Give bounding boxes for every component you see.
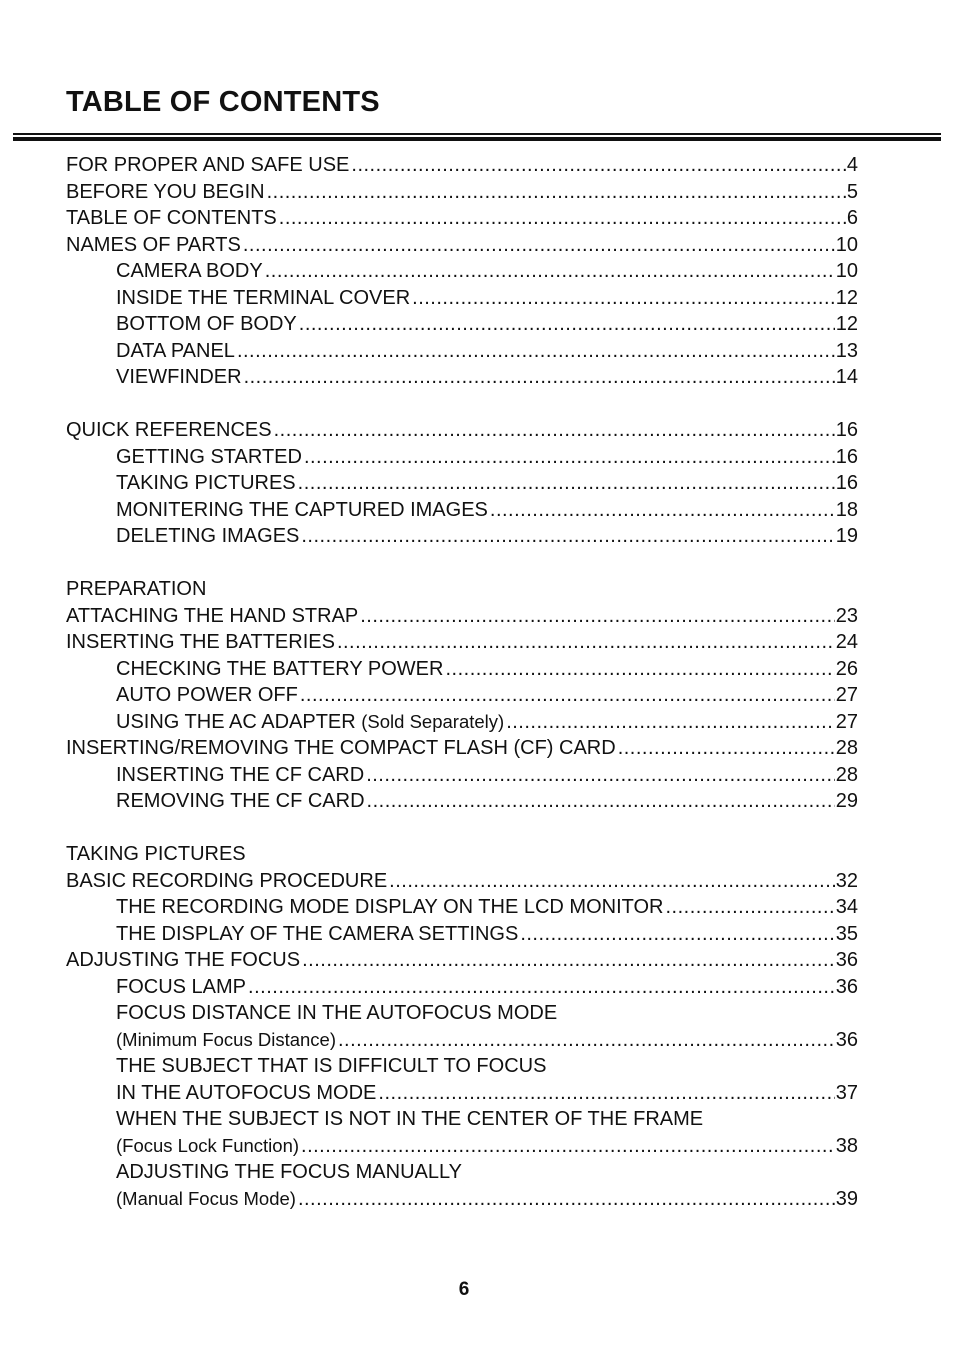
toc-dot-leader — [279, 205, 846, 232]
toc-dot-leader — [351, 152, 845, 179]
toc-entry-page: 28 — [835, 763, 858, 786]
toc-section-heading — [66, 1159, 858, 1186]
toc-dot-leader — [302, 947, 835, 974]
toc-entry-label: IN THE AUTOFOCUS MODE — [116, 1081, 377, 1104]
toc-entry-page: 29 — [835, 790, 858, 812]
toc-entry — [66, 921, 858, 948]
toc-entry-page: 27 — [835, 710, 858, 733]
toc-entry-page: 10 — [835, 260, 858, 282]
toc-entry-label: THE RECORDING MODE DISPLAY ON THE LCD MONITOR — [116, 896, 664, 918]
toc-entry-page: 4 — [846, 154, 858, 176]
toc-entry-page: 39 — [835, 1187, 858, 1210]
toc-entry — [66, 470, 858, 497]
toc-entry-label: WHEN THE SUBJECT IS NOT IN THE CENTER OF THE FRAME — [116, 1108, 704, 1130]
toc-entry-page: 27 — [835, 684, 858, 706]
toc-dot-leader — [248, 974, 835, 1001]
toc-section-heading — [66, 841, 858, 868]
toc-entry-label: INSERTING THE BATTERIES — [66, 631, 335, 653]
toc-entry-label: AUTO POWER OFF — [116, 684, 298, 706]
toc-entry-page: 38 — [835, 1134, 858, 1157]
toc-entry-label: ADJUSTING THE FOCUS MANUALLY — [116, 1161, 462, 1183]
toc-entry — [66, 868, 858, 895]
toc-entry — [66, 311, 858, 338]
toc-entry-label: REMOVING THE CF CARD — [116, 790, 365, 812]
toc-entry-label: THE DISPLAY OF THE CAMERA SETTINGS — [116, 922, 519, 945]
toc-entry — [66, 258, 858, 285]
toc-entry-page: 28 — [835, 737, 858, 759]
toc-entry-page: 37 — [835, 1081, 858, 1104]
toc-dot-leader — [337, 629, 835, 656]
toc-entry-label: TAKING PICTURES — [116, 472, 296, 494]
toc-spacer — [66, 550, 858, 577]
toc-entry — [66, 1027, 858, 1054]
toc-entry — [66, 444, 858, 471]
toc-entry-label: INSERTING THE CF CARD — [116, 763, 365, 786]
toc-entry-label: TABLE OF CONTENTS — [66, 207, 277, 229]
toc-dot-leader — [301, 523, 834, 550]
toc-entry-label: ATTACHING THE HAND STRAP — [66, 604, 359, 627]
toc-spacer — [66, 391, 858, 418]
toc-entry — [66, 682, 858, 709]
toc-entry — [66, 1186, 858, 1213]
toc-dot-leader — [298, 470, 835, 497]
toc-entry — [66, 523, 858, 550]
toc-entry-page: 16 — [835, 445, 858, 468]
toc-entry — [66, 629, 858, 656]
toc-dot-leader — [274, 417, 835, 444]
toc-entry — [66, 232, 858, 259]
toc-entry — [66, 205, 858, 232]
toc-entry — [66, 947, 858, 974]
toc-entry-label: USING THE AC ADAPTER (Sold Separately) — [116, 710, 505, 733]
toc-entry-page: 36 — [835, 1028, 858, 1051]
toc-entry — [66, 656, 858, 683]
toc-entry-label: FOR PROPER AND SAFE USE — [66, 154, 350, 176]
toc-entry-page: 32 — [835, 869, 858, 892]
toc-entry-label: CHECKING THE BATTERY POWER — [116, 657, 444, 680]
toc-entry-page: 36 — [835, 975, 858, 998]
page-title: TABLE OF CONTENTS — [66, 86, 380, 118]
toc-entry-label: QUICK REFERENCES — [66, 419, 272, 441]
toc-dot-leader — [412, 285, 835, 312]
toc-spacer — [66, 815, 858, 842]
toc-entry-label: FOCUS LAMP — [116, 975, 247, 998]
toc-dot-leader — [520, 921, 834, 948]
toc-section-heading — [66, 1053, 858, 1080]
toc-entry-label: FOCUS DISTANCE IN THE AUTOFOCUS MODE — [116, 1002, 558, 1024]
toc-dot-leader — [445, 656, 834, 683]
toc-dot-leader — [367, 788, 835, 815]
toc-dot-leader — [360, 603, 835, 630]
toc-entry — [66, 152, 858, 179]
toc-entry-label: BASIC RECORDING PROCEDURE — [66, 869, 388, 892]
toc-entry-label: MONITERING THE CAPTURED IMAGES — [116, 498, 488, 521]
toc-dot-leader — [300, 682, 835, 709]
toc-entry-label: (Focus Lock Function) — [116, 1134, 300, 1156]
header-rule-thick — [13, 137, 941, 141]
toc-entry — [66, 179, 858, 206]
toc-entry-page: 12 — [835, 286, 858, 309]
toc-entry — [66, 735, 858, 762]
toc-entry-label: PREPARATION — [66, 578, 207, 600]
toc-entry — [66, 762, 858, 789]
toc-entry-page: 16 — [835, 419, 858, 441]
toc-dot-leader — [267, 179, 846, 206]
toc-entry-page: 14 — [835, 366, 858, 388]
toc-entry-label: DELETING IMAGES — [116, 525, 300, 547]
toc-entry-page: 35 — [835, 922, 858, 945]
toc-entry-label: VIEWFINDER — [116, 366, 242, 388]
toc-entry — [66, 709, 858, 736]
toc-dot-leader — [366, 762, 835, 789]
toc-dot-leader — [338, 1027, 835, 1054]
toc-entry-label: INSIDE THE TERMINAL COVER — [116, 286, 411, 309]
toc-entry-label: ADJUSTING THE FOCUS — [66, 949, 301, 971]
table-of-contents — [66, 152, 858, 1212]
toc-entry-page: 13 — [835, 339, 858, 362]
toc-entry-label: (Manual Focus Mode) — [116, 1187, 296, 1209]
toc-dot-leader — [490, 497, 835, 524]
toc-dot-leader — [618, 735, 835, 762]
toc-entry-label: THE SUBJECT THAT IS DIFFICULT TO FOCUS — [116, 1055, 547, 1077]
toc-entry-page: 36 — [835, 949, 858, 971]
toc-dot-leader — [304, 444, 835, 471]
toc-entry — [66, 603, 858, 630]
toc-dot-leader — [301, 1133, 835, 1160]
toc-entry-label: TAKING PICTURES — [66, 843, 246, 865]
toc-entry-label: CAMERA BODY — [116, 260, 263, 282]
toc-entry-page: 34 — [835, 896, 858, 918]
toc-section-heading — [66, 1106, 858, 1133]
toc-dot-leader — [299, 311, 835, 338]
toc-entry-page: 23 — [835, 604, 858, 627]
toc-section-heading — [66, 1000, 858, 1027]
toc-dot-leader — [244, 364, 835, 391]
toc-entry — [66, 788, 858, 815]
toc-entry — [66, 894, 858, 921]
toc-entry-label: BEFORE YOU BEGIN — [66, 180, 265, 203]
toc-entry-page: 16 — [835, 472, 858, 494]
toc-entry-label: DATA PANEL — [116, 339, 235, 362]
toc-entry — [66, 974, 858, 1001]
header-rule-thin — [13, 133, 941, 135]
page-number: 6 — [458, 1279, 470, 1300]
toc-entry-page: 10 — [835, 233, 858, 256]
toc-entry-label: GETTING STARTED — [116, 445, 302, 468]
toc-entry-page: 18 — [835, 498, 858, 521]
toc-dot-leader — [265, 258, 835, 285]
toc-dot-leader — [389, 868, 835, 895]
toc-entry — [66, 338, 858, 365]
toc-entry-page: 6 — [846, 207, 858, 229]
toc-entry-label: BOTTOM OF BODY — [116, 313, 297, 335]
toc-entry-label: INSERTING/REMOVING THE COMPACT FLASH (CF) CARD — [66, 737, 616, 759]
toc-entry — [66, 285, 858, 312]
toc-entry — [66, 1080, 858, 1107]
toc-entry-label: (Minimum Focus Distance) — [116, 1028, 336, 1050]
toc-dot-leader — [665, 894, 834, 921]
toc-dot-leader — [237, 338, 835, 365]
toc-entry-label: NAMES OF PARTS — [66, 233, 241, 256]
toc-dot-leader — [506, 709, 835, 736]
toc-entry — [66, 417, 858, 444]
toc-entry-page: 26 — [835, 657, 858, 680]
toc-dot-leader — [378, 1080, 834, 1107]
toc-entry — [66, 497, 858, 524]
toc-entry — [66, 1133, 858, 1160]
toc-dot-leader — [243, 232, 835, 259]
toc-dot-leader — [298, 1186, 835, 1213]
toc-entry-page: 24 — [835, 631, 858, 653]
toc-entry-page: 5 — [846, 180, 858, 203]
toc-entry — [66, 364, 858, 391]
toc-entry-page: 12 — [835, 313, 858, 335]
toc-entry-page: 19 — [835, 525, 858, 547]
toc-section-heading — [66, 576, 858, 603]
